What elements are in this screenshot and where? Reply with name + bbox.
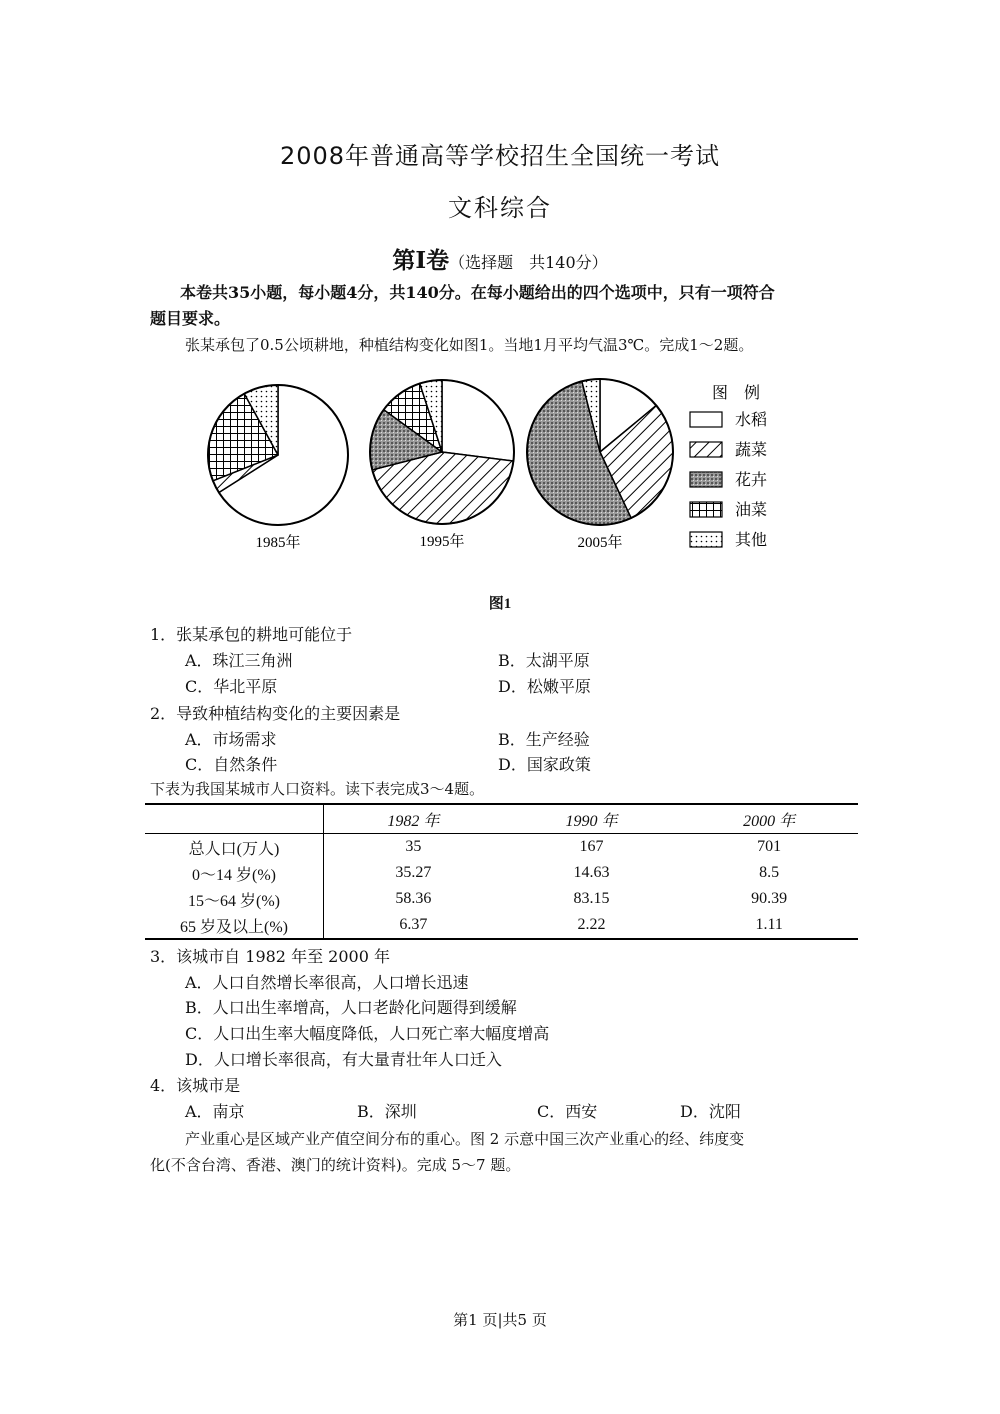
q3-option-d: D．人口增长率很高，有大量青壮年人口迁入 bbox=[185, 1050, 502, 1069]
q1-option-d: D．松嫩平原 bbox=[498, 677, 591, 696]
question-3: 3．该城市自 1982 年至 2000 年 bbox=[150, 947, 390, 966]
q3-option-c: C．人口出生率大幅度降低，人口死亡率大幅度增高 bbox=[185, 1024, 550, 1043]
q4-option-d: D．沈阳 bbox=[680, 1102, 741, 1121]
table-cell: 90.39 bbox=[751, 890, 788, 907]
legend-label-other: 其他 bbox=[735, 530, 768, 549]
table-cell: 1.11 bbox=[755, 916, 783, 933]
q2-option-c: C．自然条件 bbox=[185, 755, 278, 774]
exam-subtitle: 文科综合 bbox=[448, 194, 552, 222]
legend-label-rice: 水稻 bbox=[735, 410, 768, 429]
pie-chart-2005年 bbox=[527, 379, 673, 551]
pie-year-label: 1995年 bbox=[419, 534, 465, 550]
intro-text-3-line1: 产业重心是区域产业产值空间分布的重心。图 2 示意中国三次产业重心的经、纬度变 bbox=[185, 1130, 745, 1148]
q4-option-b: B．深圳 bbox=[357, 1102, 417, 1121]
pie-year-label: 2005年 bbox=[577, 535, 623, 551]
table-cell: 2.22 bbox=[577, 916, 606, 933]
question-2: 2．导致种植结构变化的主要因素是 bbox=[150, 704, 401, 723]
section-main: 第Ⅰ卷 bbox=[392, 247, 450, 274]
table-cell: 35.27 bbox=[395, 864, 432, 881]
instructions-line2: 题目要求。 bbox=[150, 309, 231, 328]
table-header-cell: 1982 年 bbox=[324, 804, 503, 834]
table-row bbox=[145, 886, 858, 912]
table-cell: 总人口(万人) bbox=[145, 834, 324, 861]
table-cell: 65 岁及以上(%) bbox=[145, 912, 324, 939]
table-cell: 8.5 bbox=[759, 864, 780, 881]
table-cell: 0～14 岁(%) bbox=[145, 860, 324, 886]
q2-option-d: D．国家政策 bbox=[498, 755, 591, 774]
q4-option-a: A．南京 bbox=[185, 1102, 245, 1121]
section-note: （选择题 共140分） bbox=[449, 253, 608, 272]
instructions-line1: 本卷共35小题，每小题4分，共140分。在每小题给出的四个选项中，只有一项符合 bbox=[180, 283, 775, 302]
legend bbox=[690, 383, 767, 549]
intro-text-2: 下表为我国某城市人口资料。读下表完成3～4题。 bbox=[150, 780, 485, 798]
pie-chart-1985年 bbox=[208, 385, 348, 551]
q3-option-b: B．人口出生率增高，人口老龄化问题得到缓解 bbox=[185, 998, 517, 1017]
question-1: 1．张某承包的耕地可能位于 bbox=[150, 625, 353, 644]
table-cell: 83.15 bbox=[573, 890, 610, 907]
table-cell: 701 bbox=[757, 838, 782, 855]
q2-option-a: A．市场需求 bbox=[185, 730, 277, 749]
exam-title: 2008年普通高等学校招生全国统一考试 bbox=[279, 142, 721, 170]
pie-slice-水稻 bbox=[442, 380, 514, 461]
section-heading bbox=[0, 242, 1000, 275]
table-row bbox=[145, 860, 858, 886]
table-header-cell bbox=[145, 804, 324, 834]
pie-chart-1995年 bbox=[370, 380, 514, 550]
table-header-cell: 1990 年 bbox=[503, 804, 681, 834]
intro-text-1: 张某承包了0.5公顷耕地，种植结构变化如图1。当地1月平均气温3℃。完成1～2题。 bbox=[185, 336, 754, 354]
q3-option-a: A．人口自然增长率很高，人口增长迅速 bbox=[185, 973, 469, 992]
legend-label-rape: 油菜 bbox=[735, 500, 768, 519]
table-row bbox=[145, 912, 858, 939]
question-4: 4．该城市是 bbox=[150, 1076, 241, 1095]
page-footer: 第1 页|共5 页 bbox=[453, 1311, 547, 1329]
table-cell: 14.63 bbox=[573, 864, 610, 881]
q1-option-b: B．太湖平原 bbox=[498, 651, 590, 670]
legend-label-flower: 花卉 bbox=[735, 470, 768, 489]
q1-option-a: A．珠江三角洲 bbox=[185, 651, 293, 670]
legend-swatch-rice bbox=[690, 412, 722, 427]
table-row bbox=[145, 834, 858, 861]
intro-text-3-line2: 化(不含台湾、香港、澳门的统计资料)。完成 5～7 题。 bbox=[150, 1156, 521, 1174]
table-cell: 167 bbox=[579, 838, 604, 855]
legend-title: 图 例 bbox=[712, 383, 761, 402]
pie-year-label: 1985年 bbox=[255, 535, 301, 551]
q4-option-c: C．西安 bbox=[537, 1102, 598, 1121]
population-table bbox=[145, 803, 858, 940]
table-cell: 35 bbox=[405, 838, 422, 855]
table-cell: 6.37 bbox=[399, 916, 428, 933]
pie-charts-figure bbox=[195, 370, 815, 565]
table-cell: 58.36 bbox=[395, 890, 432, 907]
legend-swatch-other bbox=[690, 532, 722, 547]
figure-caption: 图1 bbox=[488, 596, 512, 612]
legend-label-veg: 蔬菜 bbox=[735, 440, 768, 459]
q2-option-b: B．生产经验 bbox=[498, 730, 590, 749]
legend-swatch-flower bbox=[690, 472, 722, 487]
q1-option-c: C．华北平原 bbox=[185, 677, 278, 696]
table-header-row bbox=[145, 804, 858, 834]
table-header-cell: 2000 年 bbox=[680, 804, 858, 834]
table-cell: 15～64 岁(%) bbox=[145, 886, 324, 912]
legend-swatch-veg bbox=[690, 442, 722, 457]
legend-swatch-rape bbox=[690, 502, 722, 517]
